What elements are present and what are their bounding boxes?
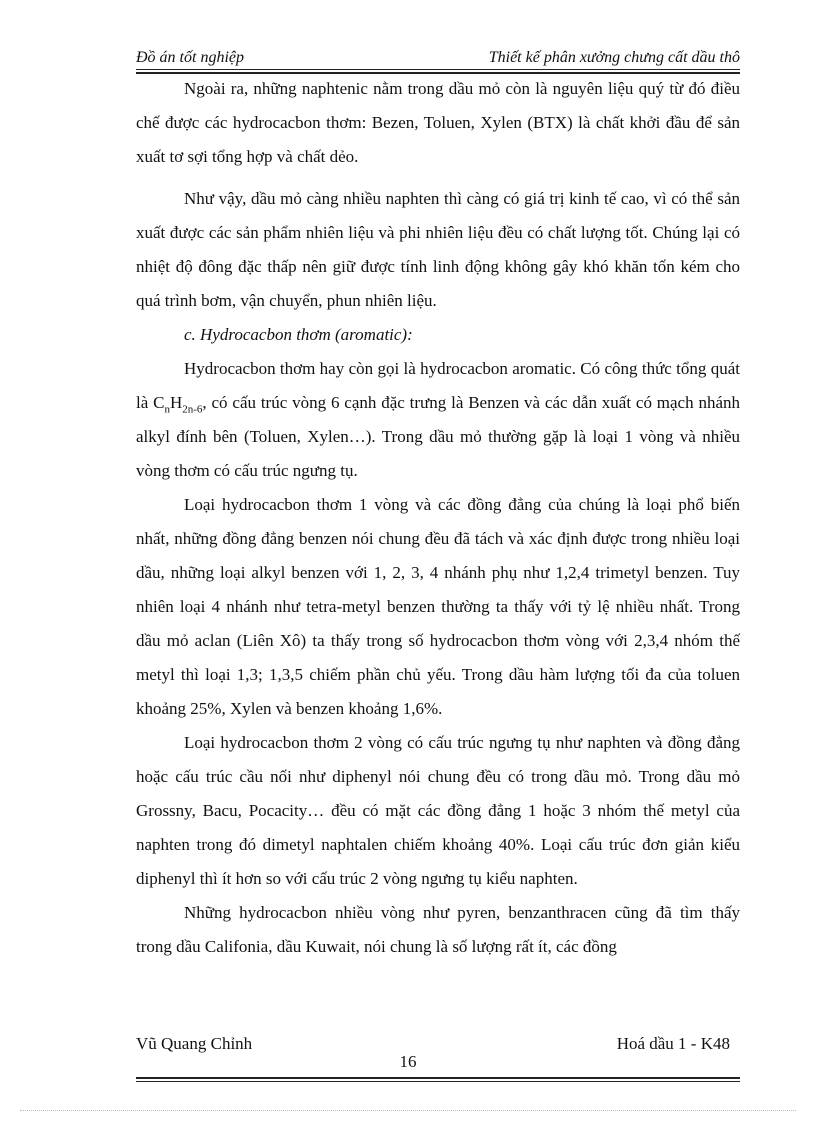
formula-subscript: 2n-6: [182, 403, 203, 416]
header-left-title: Đồ án tốt nghiệp: [136, 49, 244, 66]
footer-rule-thin: [136, 1081, 740, 1082]
formula-n: n: [164, 403, 170, 416]
paragraph-4: Loại hydrocacbon thơm 1 vòng và các đồng đẳng của chúng là loại phổ biến nhất, những đồng đẳng benzen nói chung đều đã tách và xác định được trong nhiều loại dầu, những loại alkyl benzen với 1, 2, 3, 4 nhánh phụ như 1,2,4 trimetyl benzen. Tuy nhiên loại 4 nhánh như tetra-metyl benzen thường ta thấy với tỷ lệ nhiều nhất. Trong dầu mỏ aclan (Liên Xô) ta thấy trong số hydrocacbon thơm vòng với 2,3,4 nhóm thế metyl thì loại 1,3; 1,3,5 chiếm phần chủ yếu. Trong dầu hàm lượng tối đa của toluen khoảng 25%, Xylen và benzen khoảng 1,6%.: [136, 495, 740, 718]
paragraph-2: Như vậy, dầu mỏ càng nhiều naphten thì càng có giá trị kinh tế cao, vì có thể sản xuất được các sản phẩm nhiên liệu và phi nhiên liệu đều có chất lượng tốt. Chúng lại có nhiệt độ đông đặc thấp nên giữ được tính linh động không gây khó khăn tốn kém cho quá trình bơm, vận chuyển, phun nhiên liệu.: [136, 189, 740, 310]
paragraph-6: Những hydrocacbon nhiều vòng như pyren, benzanthracen cũng đã tìm thấy trong dầu Califonia, dầu Kuwait, nói chung là số lượng rất ít, các đồng: [136, 903, 740, 956]
formula-h: H: [169, 393, 183, 412]
page-body: [136, 72, 740, 964]
formula-c: C: [153, 393, 165, 412]
paragraph-5: Loại hydrocacbon thơm 2 vòng có cấu trúc ngưng tụ như naphten và đồng đẳng hoặc cấu trúc cầu nối như diphenyl nói chung đều có trong dầu mỏ. Trong dầu mỏ Grossny, Bacu, Pocacity… đều có mặt các đồng đẳng 1 hoặc 3 nhóm thế metyl của naphten trong đó dimetyl naphtalen chiếm khoảng 40%. Loại cấu trúc đơn giản kiểu diphenyl thì ít hơn so với cấu trúc 2 vòng ngưng tụ kiểu naphten.: [136, 733, 740, 888]
header-rule-thin: [136, 69, 740, 70]
section-subheading: c. Hydrocacbon thơm (aromatic):: [184, 325, 413, 344]
paragraph-3-text-before: Hydrocacbon thơm hay còn gọi là hydrocacbon aromatic. Có công thức tổng quát là: [136, 359, 740, 412]
paragraph-3-text-after: , có cấu trúc vòng 6 cạnh đặc trưng là Benzen và các dẫn xuất có mạch nhánh alkyl đính bên (Toluen, Xylen…). Trong dầu mỏ thường gặp là loại 1 vòng và nhiều vòng thơm có cấu trúc ngưng tụ.: [136, 393, 740, 480]
footer-rule-thick: [136, 1077, 740, 1079]
footer-author: Vũ Quang Chỉnh: [136, 1034, 253, 1053]
page-header: [136, 49, 740, 69]
paragraph-3: [136, 352, 740, 488]
page-edge-dotted-line: [20, 1110, 796, 1111]
paragraph-1: Ngoài ra, những naphtenic nằm trong dầu mỏ còn là nguyên liệu quý từ đó điều chế được các hydrocacbon thơm: Bezen, Toluen, Xylen (BTX) là chất khởi đầu để sản xuất tơ sợi tổng hợp và chất dẻo.: [136, 79, 740, 166]
page-number: 16: [399, 1052, 417, 1071]
footer-class: Hoá dầu 1 - K48: [616, 1034, 730, 1053]
header-right-title: Thiết kế phân xưởng chưng cất dầu thô: [488, 49, 740, 66]
